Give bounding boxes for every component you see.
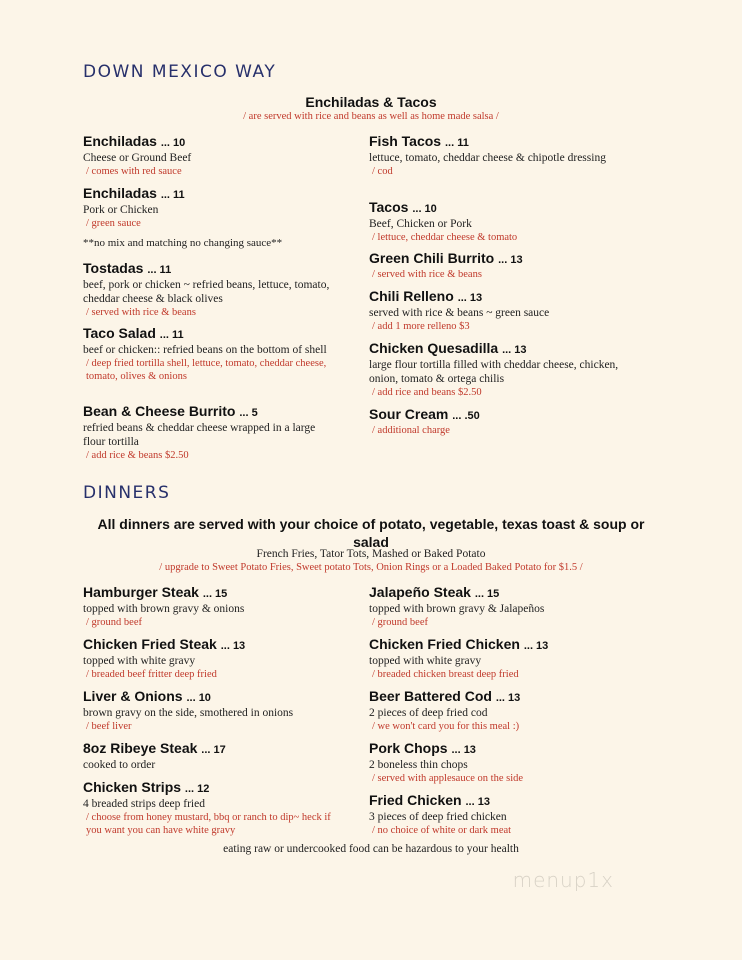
item-desc: topped with white gravy: [83, 655, 196, 667]
item-price: ... 15: [474, 588, 500, 600]
menu-item: [369, 406, 619, 437]
item-price: ... 13: [495, 692, 521, 704]
item-name: [83, 779, 333, 797]
item-price: ... 15: [202, 588, 228, 600]
menu-item: [83, 636, 333, 681]
item-price: ... 10: [412, 203, 437, 215]
section-title-mexico: DOWN MEXICO WAY: [83, 62, 277, 82]
item-price: ... 12: [184, 783, 210, 795]
item-note: / beef liver: [86, 721, 132, 732]
item-price: ... 11: [147, 264, 172, 276]
item-note: / choose from honey mustard, bbq or ranch to dip~ heck if you want you can have white gravy: [86, 812, 331, 836]
menu-item: [83, 133, 333, 178]
item-name: [83, 740, 333, 758]
item-note: / add 1 more relleno $3: [372, 321, 470, 332]
menu-item: [369, 636, 619, 681]
item-title: Fish Tacos: [369, 133, 442, 149]
item-title: Bean & Cheese Burrito: [83, 403, 236, 419]
item-desc: Beef, Chicken or Pork: [369, 218, 472, 230]
item-title: Enchiladas: [83, 133, 157, 149]
menu-item: [369, 288, 619, 333]
item-desc: beef, pork or chicken ~ refried beans, lettuce, tomato, cheddar cheese & black olives: [83, 279, 330, 305]
item-price: ... 13: [451, 744, 476, 756]
item-name: [369, 636, 619, 654]
menu-item: [369, 340, 619, 399]
item-title: Chicken Fried Steak: [83, 636, 217, 652]
item-desc: Cheese or Ground Beef: [83, 152, 192, 164]
item-desc: cooked to order: [83, 759, 156, 771]
item-title: Sour Cream: [369, 406, 449, 422]
item-name: [369, 688, 619, 706]
item-name: [83, 584, 333, 602]
menu-item: [369, 584, 619, 629]
item-title: Liver & Onions: [83, 688, 183, 704]
item-title: Fried Chicken: [369, 792, 462, 808]
item-title: Taco Salad: [83, 325, 156, 341]
item-desc: served with rice & beans ~ green sauce: [369, 307, 550, 319]
item-note: / ground beef: [372, 617, 428, 628]
item-name: [83, 260, 333, 278]
menu-item: [369, 740, 619, 785]
item-note: / comes with red sauce: [86, 166, 182, 177]
item-title: Chicken Strips: [83, 779, 182, 795]
no-mix-note: **no mix and matching no changing sauce**: [83, 237, 283, 249]
item-note: / breaded chicken breast deep fried: [372, 669, 519, 680]
item-note: / breaded beef fritter deep fried: [86, 669, 217, 680]
item-title: Beer Battered Cod: [369, 688, 492, 704]
item-title: Tacos: [369, 199, 409, 215]
menu-item: [83, 688, 333, 733]
item-desc: 3 pieces of deep fried chicken: [369, 811, 507, 823]
item-desc: 2 boneless thin chops: [369, 759, 468, 771]
item-title: Tostadas: [83, 260, 144, 276]
item-desc: 2 pieces of deep fried cod: [369, 707, 488, 719]
item-name: [83, 185, 333, 203]
item-name: [369, 340, 619, 358]
item-name: [83, 403, 333, 421]
item-name: [369, 584, 619, 602]
item-note: / ground beef: [86, 617, 142, 628]
item-name: [83, 688, 333, 706]
item-title: Enchiladas: [83, 185, 157, 201]
item-price: ... 13: [220, 640, 246, 652]
item-name: [369, 199, 619, 217]
item-price: ... 10: [160, 137, 186, 149]
item-title: Jalapeño Steak: [369, 584, 471, 600]
item-price: ... 5: [239, 407, 258, 419]
item-note: / deep fried tortilla shell, lettuce, tomato, cheddar cheese, tomato, olives & onions: [86, 358, 327, 382]
menu-item: [83, 325, 333, 383]
item-desc: lettuce, tomato, cheddar cheese & chipotle dressing: [369, 152, 606, 164]
item-title: Pork Chops: [369, 740, 448, 756]
item-name: [369, 250, 619, 268]
item-note: / add rice & beans $2.50: [86, 450, 189, 461]
item-note: / green sauce: [86, 218, 141, 229]
item-note: / add rice and beans $2.50: [372, 387, 482, 398]
item-name: [369, 792, 619, 810]
item-title: Chicken Quesadilla: [369, 340, 499, 356]
item-price: ... 11: [159, 329, 184, 341]
item-note: / served with rice & beans: [372, 269, 482, 280]
menu-item: [369, 792, 619, 837]
item-title: Chili Relleno: [369, 288, 454, 304]
item-name: [369, 133, 619, 151]
section-subnote-mexico: / are served with rice and beans as well as home made salsa /: [243, 111, 499, 122]
item-name: [369, 288, 619, 306]
item-note: / we won't card you for this meal :): [372, 721, 520, 732]
section-heading-enchiladas-tacos: Enchiladas & Tacos: [305, 94, 437, 110]
menu-item: [83, 740, 333, 772]
menu-item: [83, 260, 333, 319]
dinners-potato-options: French Fries, Tator Tots, Mashed or Baked Potato: [256, 548, 486, 560]
menu-item: [369, 199, 619, 244]
item-note: / lettuce, cheddar cheese & tomato: [372, 232, 518, 243]
item-title: Hamburger Steak: [83, 584, 199, 600]
dinners-heading: All dinners are served with your choice of potato, vegetable, texas toast & soup or salad: [97, 516, 645, 550]
item-note: / served with rice & beans: [86, 307, 196, 318]
item-price: ... 10: [186, 692, 211, 704]
item-desc: topped with white gravy: [369, 655, 482, 667]
item-price: ... 17: [201, 744, 226, 756]
item-name: [83, 636, 333, 654]
item-price: ... 13: [498, 254, 523, 266]
item-desc: topped with brown gravy & Jalapeños: [369, 603, 545, 615]
menu-item: [369, 250, 619, 281]
item-title: Green Chili Burrito: [369, 250, 495, 266]
item-name: [369, 740, 619, 758]
item-desc: brown gravy on the side, smothered in onions: [83, 707, 294, 719]
menu-item: [369, 688, 619, 733]
item-note: / cod: [372, 166, 393, 177]
menu-item: [83, 185, 333, 230]
item-price: ... 13: [465, 796, 490, 808]
item-name: [83, 325, 333, 343]
item-price: ... 13: [502, 344, 527, 356]
section-title-dinners: DINNERS: [83, 483, 171, 503]
item-title: Chicken Fried Chicken: [369, 636, 520, 652]
item-price: ... 13: [457, 292, 483, 304]
item-name: [83, 133, 333, 151]
item-note: / no choice of white or dark meat: [372, 825, 512, 836]
dinners-upgrade-note: / upgrade to Sweet Potato Fries, Sweet potato Tots, Onion Rings or a Loaded Baked Potato for $1.5 /: [159, 562, 583, 573]
item-price: ... .50: [452, 410, 480, 422]
watermark-logo: menup1x: [512, 868, 614, 892]
item-name: [369, 406, 619, 424]
item-price: ... 11: [160, 189, 185, 201]
health-warning-footer: eating raw or undercooked food can be hazardous to your health: [223, 843, 519, 855]
menu-item: [83, 403, 333, 462]
menu-item: [83, 779, 333, 837]
item-price: ... 11: [444, 137, 469, 149]
item-note: / served with applesauce on the side: [372, 773, 524, 784]
item-note: / additional charge: [372, 425, 450, 436]
item-desc: Pork or Chicken: [83, 204, 159, 216]
item-desc: 4 breaded strips deep fried: [83, 798, 205, 810]
menu-item: [83, 584, 333, 629]
item-title: 8oz Ribeye Steak: [83, 740, 198, 756]
item-desc: topped with brown gravy & onions: [83, 603, 245, 615]
item-price: ... 13: [523, 640, 549, 652]
item-desc: refried beans & cheddar cheese wrapped in a large flour tortilla: [83, 422, 316, 448]
menu-item: [369, 133, 619, 178]
item-desc: large flour tortilla filled with cheddar cheese, chicken, onion, tomato & ortega chilis: [369, 359, 619, 385]
item-desc: beef or chicken:: refried beans on the bottom of shell: [83, 344, 327, 356]
